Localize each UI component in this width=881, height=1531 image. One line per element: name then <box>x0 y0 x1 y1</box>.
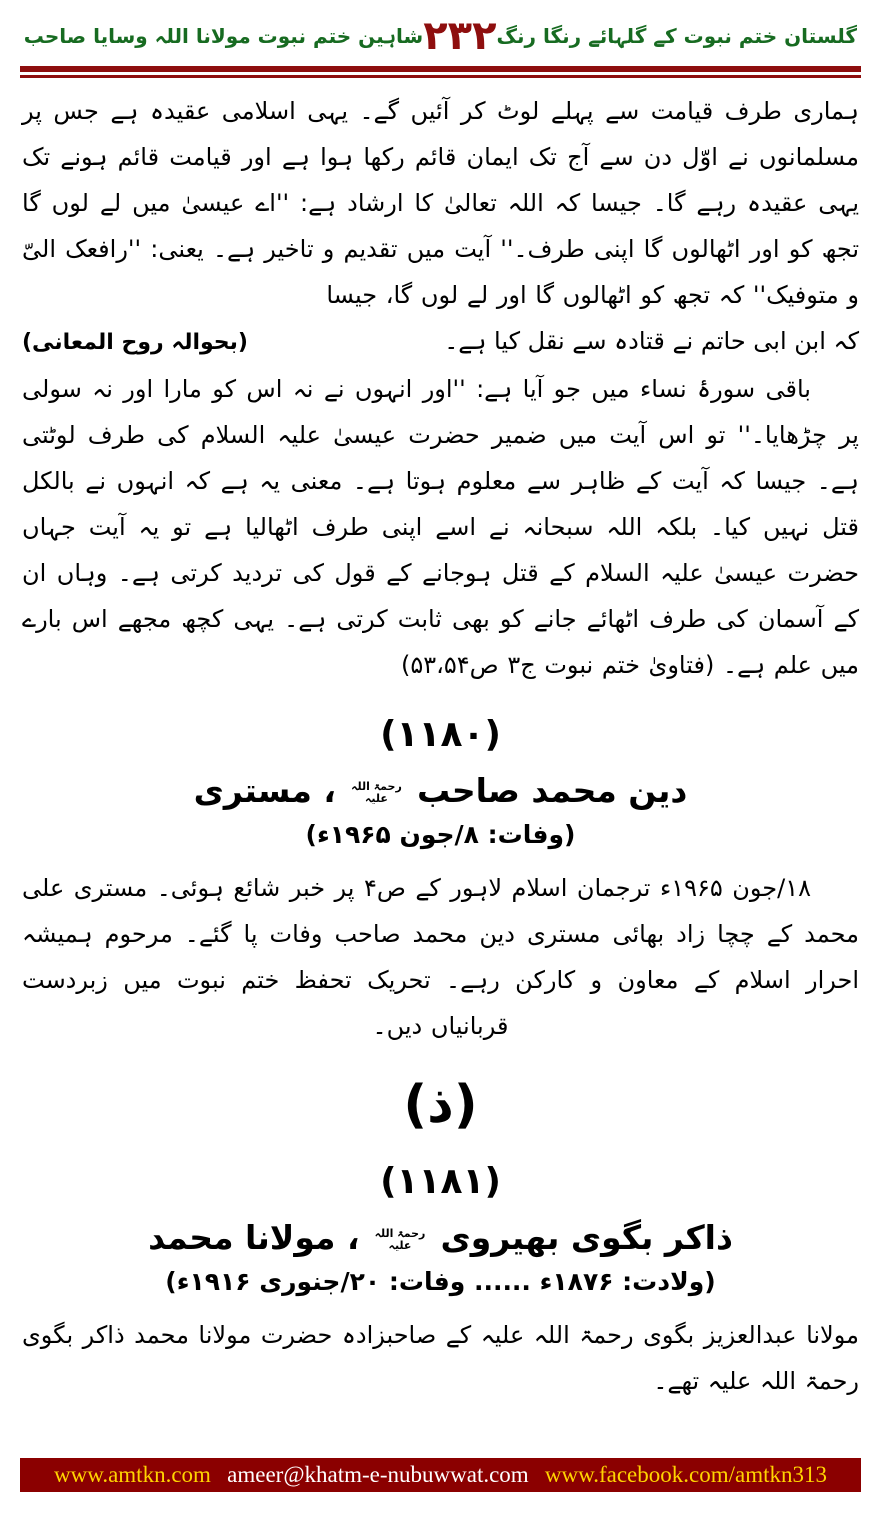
entry-dates-1181: (ولادت: ۱۸۷۶ء ...... وفات: ۲۰/جنوری ۱۹۱۶ء) <box>165 1267 716 1296</box>
entry-heading-1181 <box>22 1218 859 1257</box>
rahmatullah-alayh-mark: رحمۃ اللہ علیہ <box>374 1226 426 1252</box>
entry-1180-name: دین محمد صاحب <box>416 771 688 810</box>
page-body <box>0 78 881 1404</box>
rahmatullah-alayh-mark: رحمۃ اللہ علیہ <box>351 779 402 805</box>
entry-1181-title: ، مولانا محمد <box>148 1218 360 1257</box>
footer-email: ameer@khatm-e-nubuwwat.com <box>227 1462 529 1487</box>
entry-dates-1180: (وفات: ۸/جون ۱۹۶۵ء) <box>305 820 576 849</box>
header-book-title: گلستان ختم نبوت کے گلہائے رنگا رنگ <box>496 24 857 48</box>
entry-number-1181: (۱۱۸۱) <box>380 1161 501 1202</box>
paragraph-aqeedah: ہماری طرف قیامت سے پہلے لوٹ کر آئیں گے۔ یہی اسلامی عقیدہ ہے جس پر مسلمانوں نے اوّل دن سے آج تک ایمان قائم رکھا ہوا ہے اور قیامت قائم ہونے تک یہی عقیدہ رہے گا۔ جیسا کہ اللہ تعالیٰ کا ارشاد ہے: ''اے عیسیٰ میں لے لوں گا تجھ کو اور اٹھالوں گا اپنی طرف۔'' آیت میں تقدیم و تاخیر ہے۔ یعنی: ''رافعک الیّ و متوفیک'' کہ تجھ کو اٹھالوں گا اور لے لوں گا، جیسا <box>22 97 859 309</box>
footer-facebook-link: www.facebook.com/amtkn313 <box>544 1462 827 1487</box>
entry-1180-title: ، مستری <box>193 771 336 810</box>
last-line-text: کہ ابن ابی حاتم نے قتادہ سے نقل کیا ہے۔ <box>444 327 859 355</box>
page-number: ۲۳۲ <box>423 13 497 59</box>
footer-website-link: www.amtkn.com <box>54 1462 211 1487</box>
header-volume-title: شاہین ختم نبوت مولانا اللہ وسایا صاحب <box>23 24 424 48</box>
letter-marker-dhal: (ذ) <box>403 1075 478 1135</box>
footer-bar <box>20 1458 861 1492</box>
header-rule-thick <box>20 66 861 72</box>
page-header <box>0 0 881 62</box>
paragraph-aqeedah-last-line <box>22 318 859 366</box>
citation-ruh-al-maani: (بحوالہ روح المعانی) <box>22 330 248 355</box>
entry-heading-1180 <box>22 771 859 810</box>
entry-number-1180: (۱۱۸۰) <box>380 714 501 755</box>
paragraph-entry-1181: مولانا عبدالعزیز بگوی رحمۃ اللہ علیہ کے صاحبزادہ حضرت مولانا محمد ذاکر بگوی رحمۃ اللہ علیہ تھے۔ <box>22 1321 859 1395</box>
entry-1181-name: ذاکر بگوی بھیروی <box>440 1218 733 1257</box>
paragraph-entry-1180: ۱۸/جون ۱۹۶۵ء ترجمان اسلام لاہور کے ص۴ پر خبر شائع ہوئی۔ مستری علی محمد کے چچا زاد بھائی مستری دین محمد صاحب وفات پا گئے۔ مرحوم ہمیشہ احرار اسلام کے معاون و کارکن رہے۔ تحریک تحفظ ختم نبوت میں زبردست قربانیاں دیں۔ <box>22 874 859 1040</box>
paragraph-surah-nisa: باقی سورۂ نساء میں جو آیا ہے: ''اور انہوں نے نہ اس کو مارا اور نہ سولی پر چڑھایا۔'' تو اس آیت میں ضمیر حضرت عیسیٰ علیہ السلام کی طرف لوٹتی ہے۔ جیسا کہ آیت کے ظاہر سے معلوم ہوتا ہے۔ معنی یہ ہے کہ انہوں نے بالکل قتل نہیں کیا۔ بلکہ اللہ سبحانہ نے اسے اپنی طرف اٹھالیا ہے تو یہ آیت جہاں حضرت عیسیٰ علیہ السلام کے قتل ہوجانے کے قول کی تردید کرتی ہے۔ وہاں ان کے آسمان کی طرف اٹھائے جانے کو بھی ثابت کرتی ہے۔ یہی کچھ مجھے اس بارے میں علم ہے۔ (فتاویٰ ختم نبوت ج۳ ص۵۳،۵۴) <box>22 375 859 679</box>
